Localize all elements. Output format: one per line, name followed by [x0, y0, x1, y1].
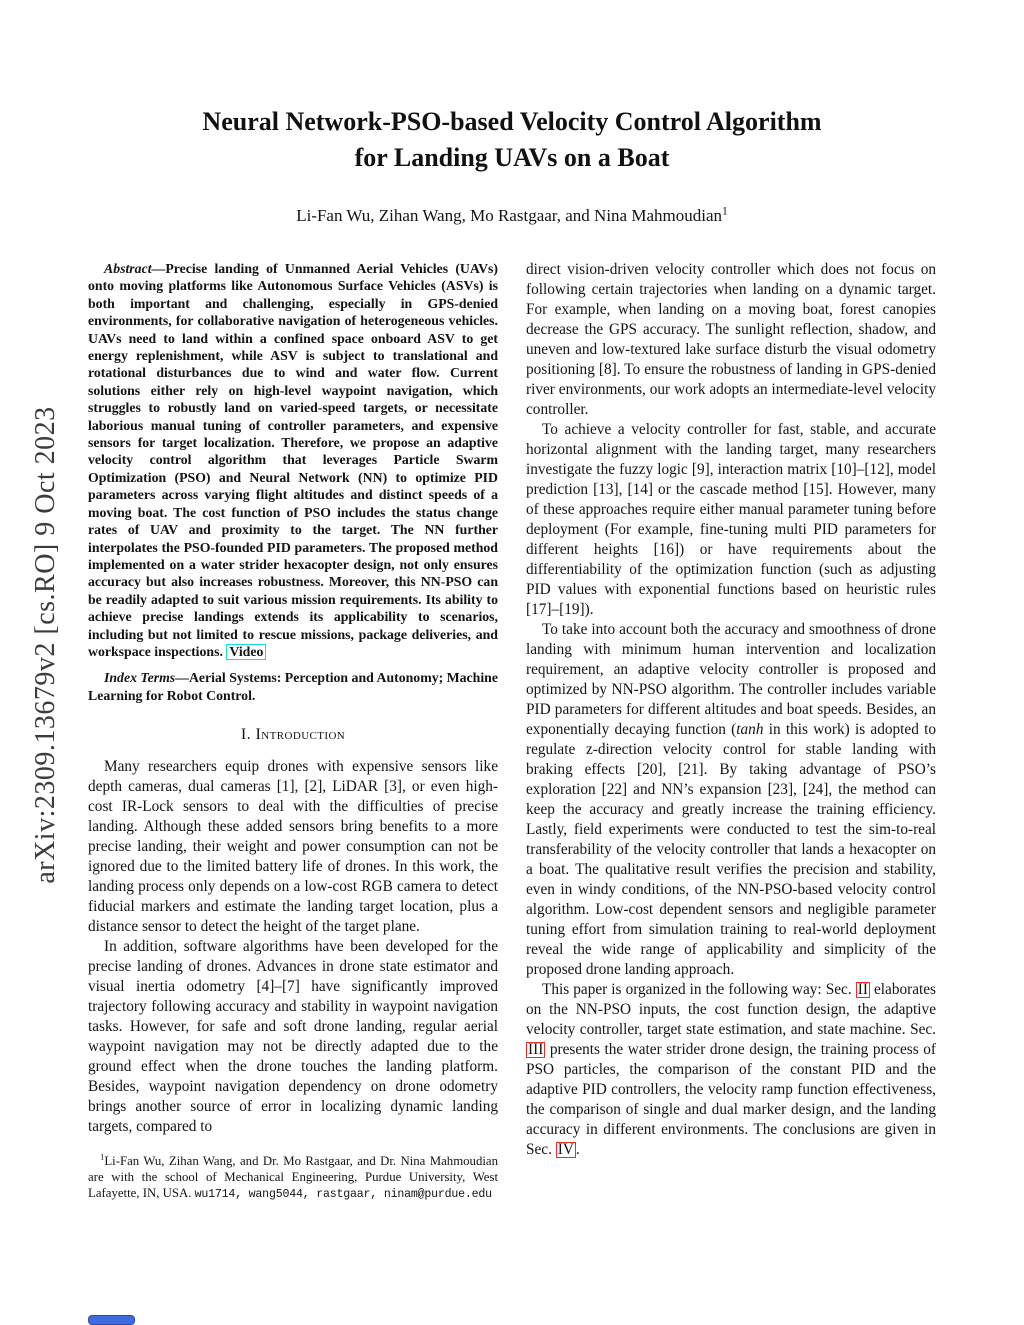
abstract-text: Precise landing of Unmanned Aerial Vehicles (UAVs) onto moving platforms like Autonomous Surface Vehicles (ASVs) is both important and challenging, especially in GPS-denied environments, for collaborative navigation of heterogeneous vehicles. UAVs need to land within a confined space onboard ASV to get energy replenishment, while ASV is subject to translational and rotational disturbances due to wind and water flow. Current solutions either rely on high-level waypoint navigation, which struggles to robustly land on varied-speed targets, or necessitate laborious manual tuning of controller parameters, and expensive sensors for target localization. Therefore, we propose an adaptive velocity control algorithm that leverages Particle Swarm Optimization (PSO) and Neural Network (NN) to optimize PID parameters across varying flight altitudes and distinct speeds of a moving boat. The cost function of PSO includes the status change rates of UAV and proximity to the target. The NN further interpolates the PSO-founded PID parameters. The proposed method implemented on a water strider hexacopter design, not only ensures accuracy but also increases robustness. Moreover, this NN-PSO can be readily adapted to suit various mission requirements. Its ability to achieve precise landings extends its applicability to scenarios, including but not limited to rescue missions, package deliveries, and workspace inspections. [88, 261, 498, 659]
index-terms-text: Aerial Systems: Perception and Autonomy; Machine Learning for Robot Control. [88, 670, 498, 703]
right-paragraph-3-text-b: in this work) is adopted to regulate z-direction velocity control for stable landing with braking effects [20], [21]. By taking advantage of PSO’s exploration [22] and NN’s expansion [23], [24], the method can keep the accuracy and greatly increase the training efficiency. Lastly, field experiments were conducted to test the sim-to-real transferability of the velocity controller that lands a hexacopter on a boat. The qualitative result verifies the precision and stability, even in windy conditions, of the NN-PSO-based velocity control algorithm. Low-cost dependent sensors and negligible parameter tuning effort from simulation training to real-world deployment reveal the wide range of applicability and simplicity of the proposed drone landing approach. [526, 721, 936, 978]
outline-text-c: presents the water strider drone design, the training process of PSO particles, the comparison of the constant PID and the adaptive PID controllers, the velocity ramp function effectiveness, the comparison of single and dual marker design, and the landing accuracy in different environments. The conclusions are given in Sec. [526, 1041, 936, 1158]
section-ref-link-3[interactable]: III [528, 1041, 544, 1058]
section-heading-introduction: I. Introduction [240, 725, 346, 744]
outline-text-a: This paper is organized in the following way: Sec. [542, 981, 856, 998]
video-link[interactable]: Video [226, 644, 266, 660]
right-paragraph-3-text-a: To take into account both the accuracy and smoothness of drone landing with minimum human intervention and localization requirement, an adaptive velocity controller is proposed and optimized by NN-PSO algorithm. The controller includes variable PID parameters for different altitudes and boat speeds. Besides, an exponentially decaying function ( [526, 621, 936, 738]
two-column-body [88, 260, 936, 1270]
bottom-left-page-artifact [88, 1315, 135, 1325]
index-terms-paragraph [88, 669, 498, 704]
paper-header [0, 0, 1024, 226]
abstract-dash: — [151, 261, 166, 276]
index-terms-label: Index Terms [104, 670, 176, 686]
authors-footnote-mark: 1 [722, 204, 728, 218]
footnote-text: Li-Fan Wu, Zihan Wang, and Dr. Mo Rastgaar, and Dr. Nina Mahmoudian are with the school of Mechanical Engineering, Purdue University, West Lafayette, IN, USA. [88, 1154, 498, 1201]
outline-text-d: . [575, 1141, 580, 1158]
footnote-mark: 1 [100, 1151, 105, 1162]
tanh-term: tanh [736, 721, 764, 738]
outline-text-b: elaborates on the NN-PSO inputs, the cost function design, the adaptive velocity controller, target state estimation, and state machine. Sec. [526, 981, 936, 1038]
right-paragraph-4 [526, 980, 936, 1160]
authors-line [0, 206, 1024, 226]
section-ref-link-2[interactable]: II [857, 981, 868, 998]
right-paragraph-1: direct vision-driven velocity controller which does not focus on following certain trajectories when landing on a dynamic target. For example, when landing on a moving boat, forest canopies decrease the GPS accuracy. The sunlight reflection, shadow, and uneven and low-textured lake surface disturb the visual odometry positioning [8]. To ensure the robustness of landing in GPS-denied river environments, our work adopts an intermediate-level velocity controller. [526, 261, 936, 418]
arxiv-watermark: arXiv:2309.13679v2 [cs.RO] 9 Oct 2023 [30, 406, 61, 884]
title-line-2: for Landing UAVs on a Boat [354, 143, 670, 172]
right-paragraph-3 [526, 620, 936, 980]
left-column [88, 260, 498, 1270]
right-paragraph-2: To achieve a velocity controller for fast, stable, and accurate horizontal alignment with the landing target, many researchers investigate the fuzzy logic [9], interaction matrix [10]–[12], model prediction [13], [14] or the cascade method [15]. However, many of these approaches require either manual parameter tuning before deployment (For example, fine-tuning multi PID parameters for different heights [16]) or have requirements about the differentiability of the optimization function (such as adjusting PID values with exponential functions based on heuristic rules [17]–[19]). [526, 421, 936, 618]
intro-paragraph-2: In addition, software algorithms have been developed for the precise landing of drones. Advances in drone state estimator and visual inertia odometry [4]–[7] have significantly improved trajectory following accuracy and stability in waypoint navigation tasks. However, for safe and soft drone landing, regular aerial waypoint navigation may not be directly adapted due to the ground effect when the drone touches the landing platform. Besides, waypoint navigation dependency on drone odometry brings another source of error in localizing dynamic landing targets, compared to [88, 938, 498, 1136]
title-line-1: Neural Network-PSO-based Velocity Control Algorithm [202, 107, 822, 136]
abstract-paragraph [88, 260, 498, 660]
right-column [526, 260, 936, 1270]
intro-paragraph-1: Many researchers equip drones with expensive sensors like depth cameras, dual cameras [1], [2], LiDAR [3], or even high-cost IR-Lock sensors to deal with the difficulties of precise landing. Although these added sensors bring benefits to a more precise landing, their weight and power consumption can not be ignored due to the limited battery life of drones. In this work, the landing process only depends on a low-cost RGB camera to detect fiducial markers and estimate the landing target location, plus a distance sensor to detect the height of the target plane. [88, 758, 498, 936]
email-links[interactable]: wu1714, wang5044, rastgaar, ninam@purdue.edu [194, 1188, 492, 1202]
authors-names: Li-Fan Wu, Zihan Wang, Mo Rastgaar, and Nina Mahmoudian [296, 206, 723, 225]
abstract-label: Abstract [104, 261, 152, 276]
paper-title [0, 104, 1024, 176]
index-terms-dash: — [175, 670, 189, 686]
section-ref-link-4[interactable]: IV [557, 1141, 574, 1158]
author-footnote [88, 1153, 498, 1203]
